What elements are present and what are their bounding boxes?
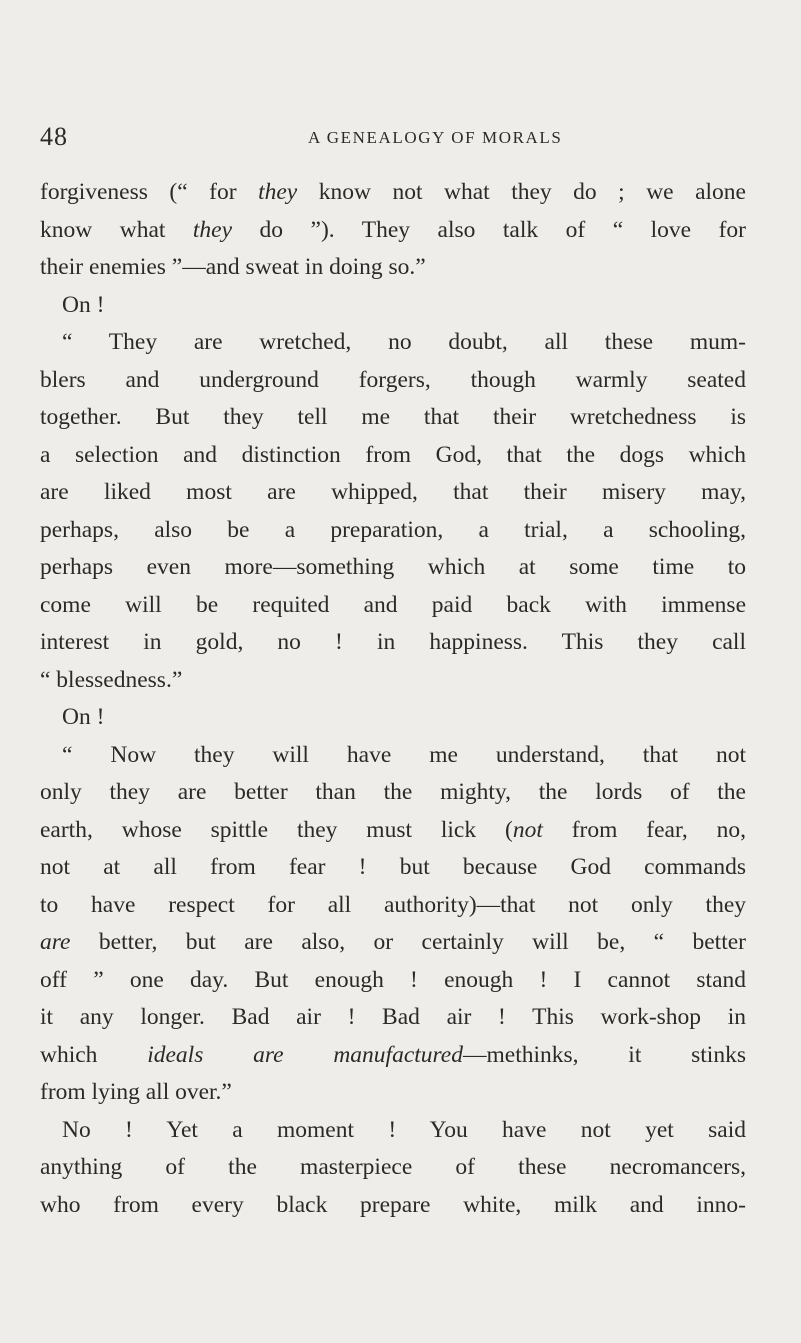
- text-line: are better, but are also, or certainly will be, “ better: [40, 929, 746, 955]
- text-line: their enemies ”—and sweat in doing so.”: [40, 254, 426, 280]
- text-line: forgiveness (“ for they know not what they do ; we alone: [40, 179, 746, 205]
- text-line: a selection and distinction from God, that the dogs which: [40, 441, 746, 468]
- text-line: earth, whose spittle they must lick (not from fear, no,: [40, 816, 746, 843]
- italic-text: not: [512, 816, 543, 843]
- text-line: perhaps even more—something which at some time to: [40, 554, 746, 580]
- body-text: [40, 174, 746, 1224]
- text-line: perhaps, also be a preparation, a trial, a schooling,: [40, 516, 746, 543]
- italic-text: ideals are manufactured: [147, 1041, 463, 1068]
- text-line: off ” one day. But enough ! enough ! I cannot stand: [40, 966, 746, 993]
- text-line: “ Now they will have me understand, that not: [62, 741, 746, 768]
- text-line: anything of the masterpiece of these necromancers,: [40, 1154, 746, 1180]
- text-line: know what they do ”). They also talk of “ love for: [40, 216, 746, 243]
- text-line: “ They are wretched, no doubt, all these mum-: [62, 329, 746, 355]
- italic-text: are: [40, 929, 71, 955]
- text-line: interest in gold, no ! in happiness. This they call: [40, 629, 746, 655]
- text-line: to have respect for all authority)—that not only they: [40, 891, 746, 918]
- page-number: 48: [40, 122, 68, 151]
- italic-text: they: [192, 216, 233, 243]
- text-line: “ blessedness.”: [40, 666, 183, 693]
- italic-text: they: [258, 179, 298, 205]
- text-line: who from every black prepare white, milk and inno-: [40, 1191, 746, 1218]
- text-line: On !: [62, 704, 105, 730]
- text-line: are liked most are whipped, that their misery may,: [40, 479, 746, 505]
- text-line: No ! Yet a moment ! You have not yet said: [62, 1116, 746, 1143]
- text-line: only they are better than the mighty, the lords of the: [40, 779, 746, 805]
- text-line: which ideals are manufactured—methinks, it stinks: [40, 1041, 746, 1068]
- text-line: from lying all over.”: [40, 1079, 232, 1105]
- text-line: not at all from fear ! but because God commands: [40, 854, 746, 880]
- text-line: blers and underground forgers, though warmly seated: [40, 366, 746, 393]
- text-line: On !: [62, 291, 105, 318]
- text-line: together. But they tell me that their wretchedness is: [40, 404, 746, 430]
- text-line: it any longer. Bad air ! Bad air ! This work-shop in: [40, 1004, 746, 1030]
- text-line: come will be requited and paid back with immense: [40, 591, 746, 618]
- running-title: A GENEALOGY OF MORALS: [308, 128, 563, 147]
- running-head: [40, 122, 740, 158]
